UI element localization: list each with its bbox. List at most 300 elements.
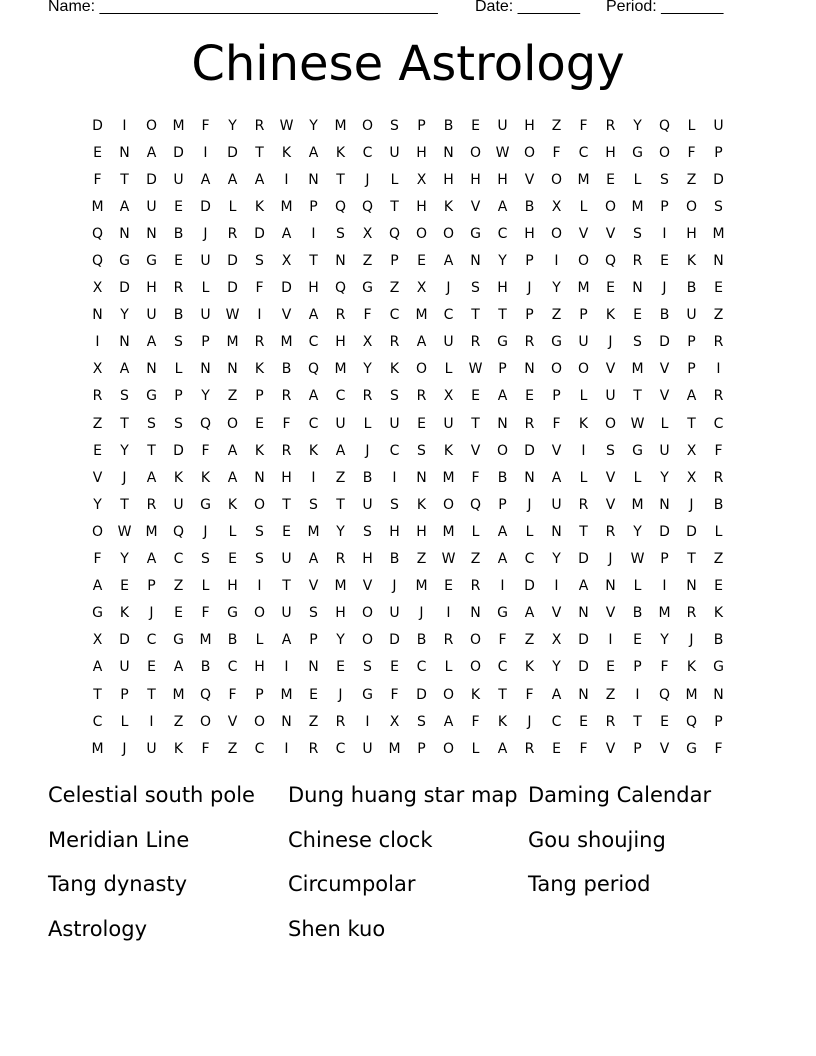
grid-letter[interactable]: U (200, 253, 211, 270)
grid-letter[interactable]: R (713, 334, 724, 351)
grid-letter[interactable]: S (471, 280, 480, 297)
grid-letter[interactable]: Q (361, 198, 374, 215)
grid-letter[interactable]: S (633, 225, 642, 242)
grid-letter[interactable]: A (308, 307, 319, 324)
grid-letter[interactable]: G (497, 605, 508, 622)
grid-letter[interactable]: W (441, 551, 456, 568)
grid-letter[interactable]: F (687, 144, 696, 161)
grid-letter[interactable]: V (551, 605, 562, 622)
grid-letter[interactable]: J (689, 632, 694, 649)
grid-letter[interactable]: N (443, 144, 454, 161)
grid-letter[interactable]: I (635, 686, 640, 703)
grid-letter[interactable]: A (308, 551, 319, 568)
grid-letter[interactable]: R (173, 280, 184, 297)
grid-letter[interactable]: U (713, 117, 724, 134)
grid-letter[interactable]: D (227, 280, 238, 297)
grid-letter[interactable]: T (687, 551, 696, 568)
grid-letter[interactable]: Y (120, 551, 129, 568)
grid-letter[interactable]: L (687, 117, 696, 134)
grid-letter[interactable]: M (577, 171, 590, 188)
grid-letter[interactable]: A (200, 171, 211, 188)
grid-letter[interactable]: K (524, 659, 535, 676)
grid-letter[interactable]: C (497, 659, 508, 676)
grid-letter[interactable]: Y (660, 632, 669, 649)
grid-letter[interactable]: C (551, 713, 562, 730)
grid-letter[interactable]: F (390, 686, 399, 703)
grid-letter[interactable]: V (659, 740, 670, 757)
grid-letter[interactable]: Q (658, 686, 671, 703)
grid-letter[interactable]: R (281, 388, 292, 405)
grid-letter[interactable]: B (524, 198, 535, 215)
grid-letter[interactable]: O (442, 686, 455, 703)
grid-letter[interactable]: Y (336, 632, 345, 649)
grid-letter[interactable]: E (228, 551, 237, 568)
grid-letter[interactable]: N (632, 280, 643, 297)
grid-letter[interactable]: W (630, 551, 645, 568)
grid-letter[interactable]: W (495, 144, 510, 161)
grid-letter[interactable]: N (119, 225, 130, 242)
grid-letter[interactable]: T (471, 415, 480, 432)
grid-letter[interactable]: O (523, 144, 536, 161)
grid-letter[interactable]: J (392, 578, 397, 595)
grid-letter[interactable]: B (389, 551, 400, 568)
grid-letter[interactable]: N (605, 578, 616, 595)
grid-letter[interactable]: L (120, 713, 129, 730)
grid-letter[interactable]: Z (713, 307, 724, 324)
grid-letter[interactable]: M (280, 686, 293, 703)
grid-letter[interactable]: G (173, 632, 184, 649)
grid-letter[interactable]: C (335, 388, 346, 405)
grid-letter[interactable]: F (498, 632, 507, 649)
grid-letter[interactable]: V (605, 740, 616, 757)
grid-letter[interactable]: W (630, 415, 645, 432)
grid-letter[interactable]: C (497, 225, 508, 242)
grid-letter[interactable]: G (92, 605, 103, 622)
grid-letter[interactable]: E (93, 144, 102, 161)
grid-letter[interactable]: A (578, 578, 589, 595)
grid-letter[interactable]: F (471, 469, 480, 486)
grid-letter[interactable]: M (91, 740, 104, 757)
grid-letter[interactable]: C (443, 307, 454, 324)
grid-letter[interactable]: P (201, 334, 210, 351)
grid-letter[interactable]: K (308, 442, 319, 459)
grid-letter[interactable]: A (146, 551, 157, 568)
grid-letter[interactable]: M (631, 361, 644, 378)
grid-letter[interactable]: X (443, 388, 454, 405)
grid-letter[interactable]: Z (524, 632, 535, 649)
grid-letter[interactable]: P (498, 496, 507, 513)
grid-letter[interactable]: C (308, 334, 319, 351)
grid-letter[interactable]: X (92, 361, 103, 378)
grid-letter[interactable]: I (365, 713, 370, 730)
grid-letter[interactable]: X (686, 442, 697, 459)
grid-letter[interactable]: X (362, 225, 373, 242)
grid-letter[interactable]: Y (633, 117, 642, 134)
grid-letter[interactable]: J (608, 551, 613, 568)
grid-letter[interactable]: N (308, 171, 319, 188)
grid-letter[interactable]: S (363, 523, 372, 540)
grid-letter[interactable]: X (92, 632, 103, 649)
name-field[interactable]: Name: ______________________________________ (48, 0, 438, 15)
grid-letter[interactable]: N (308, 659, 319, 676)
grid-letter[interactable]: N (524, 469, 535, 486)
grid-letter[interactable]: O (550, 225, 563, 242)
grid-letter[interactable]: T (498, 307, 507, 324)
grid-letter[interactable]: Y (552, 280, 561, 297)
grid-letter[interactable]: H (416, 523, 427, 540)
grid-letter[interactable]: J (338, 686, 343, 703)
grid-letter[interactable]: I (284, 740, 289, 757)
grid-letter[interactable]: F (714, 740, 723, 757)
grid-letter[interactable]: B (713, 496, 724, 513)
grid-letter[interactable]: M (334, 117, 347, 134)
grid-letter[interactable]: Z (551, 117, 562, 134)
grid-letter[interactable]: S (390, 388, 399, 405)
grid-letter[interactable]: A (92, 659, 103, 676)
grid-letter[interactable]: U (551, 496, 562, 513)
grid-letter[interactable]: J (365, 442, 370, 459)
grid-letter[interactable]: E (174, 198, 183, 215)
grid-letter[interactable]: M (415, 307, 428, 324)
grid-letter[interactable]: D (524, 578, 535, 595)
grid-letter[interactable]: O (253, 496, 266, 513)
grid-letter[interactable]: U (686, 307, 697, 324)
grid-letter[interactable]: D (281, 280, 292, 297)
grid-letter[interactable]: A (227, 171, 238, 188)
grid-letter[interactable]: P (714, 713, 723, 730)
grid-letter[interactable]: H (227, 578, 238, 595)
grid-letter[interactable]: A (119, 198, 130, 215)
grid-letter[interactable]: E (714, 578, 723, 595)
grid-letter[interactable]: H (416, 144, 427, 161)
grid-letter[interactable]: A (308, 144, 319, 161)
grid-letter[interactable]: O (253, 605, 266, 622)
grid-letter[interactable]: Q (604, 253, 617, 270)
grid-letter[interactable]: C (335, 740, 346, 757)
grid-letter[interactable]: P (525, 307, 534, 324)
grid-letter[interactable]: Q (658, 117, 671, 134)
grid-letter[interactable]: F (363, 307, 372, 324)
grid-letter[interactable]: Z (686, 171, 697, 188)
grid-letter[interactable]: F (93, 171, 102, 188)
grid-letter[interactable]: X (416, 280, 427, 297)
grid-letter[interactable]: P (417, 740, 426, 757)
grid-letter[interactable]: Z (362, 253, 373, 270)
grid-letter[interactable]: O (469, 144, 482, 161)
grid-letter[interactable]: J (365, 171, 370, 188)
grid-letter[interactable]: P (633, 740, 642, 757)
grid-letter[interactable]: I (311, 469, 316, 486)
grid-letter[interactable]: E (174, 605, 183, 622)
grid-letter[interactable]: F (525, 686, 534, 703)
grid-letter[interactable]: G (146, 388, 157, 405)
grid-letter[interactable]: K (605, 307, 616, 324)
grid-letter[interactable]: A (524, 605, 535, 622)
grid-letter[interactable]: Y (498, 253, 507, 270)
grid-letter[interactable]: O (226, 415, 239, 432)
grid-letter[interactable]: P (687, 361, 696, 378)
grid-letter[interactable]: E (579, 713, 588, 730)
grid-letter[interactable]: Q (91, 225, 104, 242)
grid-letter[interactable]: H (686, 225, 697, 242)
grid-letter[interactable]: N (713, 686, 724, 703)
grid-letter[interactable]: Q (172, 523, 185, 540)
grid-letter[interactable]: U (281, 551, 292, 568)
grid-letter[interactable]: Y (228, 117, 237, 134)
grid-letter[interactable]: S (309, 605, 318, 622)
grid-letter[interactable]: A (281, 225, 292, 242)
grid-letter[interactable]: J (527, 496, 532, 513)
grid-letter[interactable]: N (146, 361, 157, 378)
grid-letter[interactable]: T (336, 496, 345, 513)
grid-letter[interactable]: O (496, 442, 509, 459)
grid-letter[interactable]: E (417, 415, 426, 432)
grid-letter[interactable]: L (363, 415, 372, 432)
grid-letter[interactable]: M (631, 496, 644, 513)
grid-letter[interactable]: C (713, 415, 724, 432)
grid-letter[interactable]: G (632, 442, 643, 459)
grid-letter[interactable]: N (335, 253, 346, 270)
grid-letter[interactable]: H (470, 171, 481, 188)
grid-letter[interactable]: J (419, 605, 424, 622)
grid-letter[interactable]: C (308, 415, 319, 432)
grid-letter[interactable]: E (633, 632, 642, 649)
grid-letter[interactable]: T (471, 307, 480, 324)
grid-letter[interactable]: U (200, 307, 211, 324)
grid-letter[interactable]: O (577, 253, 590, 270)
grid-letter[interactable]: A (119, 361, 130, 378)
grid-letter[interactable]: V (605, 225, 616, 242)
grid-letter[interactable]: A (416, 334, 427, 351)
grid-letter[interactable]: P (498, 361, 507, 378)
grid-letter[interactable]: I (554, 253, 559, 270)
grid-letter[interactable]: J (527, 713, 532, 730)
grid-letter[interactable]: K (686, 659, 697, 676)
grid-letter[interactable]: H (497, 280, 508, 297)
grid-letter[interactable]: Y (552, 659, 561, 676)
grid-letter[interactable]: K (173, 469, 184, 486)
grid-letter[interactable]: P (309, 198, 318, 215)
grid-letter[interactable]: O (577, 361, 590, 378)
grid-letter[interactable]: D (578, 659, 589, 676)
grid-letter[interactable]: H (335, 334, 346, 351)
grid-letter[interactable]: E (552, 740, 561, 757)
grid-letter[interactable]: L (633, 469, 642, 486)
grid-letter[interactable]: T (390, 198, 399, 215)
grid-letter[interactable]: K (443, 198, 454, 215)
grid-letter[interactable]: R (470, 578, 481, 595)
grid-letter[interactable]: P (525, 253, 534, 270)
grid-letter[interactable]: K (713, 605, 724, 622)
grid-letter[interactable]: H (605, 144, 616, 161)
grid-letter[interactable]: S (390, 117, 399, 134)
grid-letter[interactable]: R (254, 334, 265, 351)
grid-letter[interactable]: I (203, 144, 208, 161)
grid-letter[interactable]: D (119, 632, 130, 649)
grid-letter[interactable]: R (416, 388, 427, 405)
grid-letter[interactable]: N (470, 253, 481, 270)
grid-letter[interactable]: R (470, 334, 481, 351)
grid-letter[interactable]: D (146, 171, 157, 188)
grid-letter[interactable]: G (551, 334, 562, 351)
grid-letter[interactable]: M (442, 469, 455, 486)
grid-letter[interactable]: S (336, 225, 345, 242)
grid-letter[interactable]: A (497, 740, 508, 757)
grid-letter[interactable]: C (254, 740, 265, 757)
grid-letter[interactable]: G (470, 225, 481, 242)
grid-letter[interactable]: T (120, 496, 129, 513)
grid-letter[interactable]: F (579, 740, 588, 757)
grid-letter[interactable]: M (712, 225, 725, 242)
grid-letter[interactable]: V (470, 442, 481, 459)
grid-letter[interactable]: N (119, 144, 130, 161)
grid-letter[interactable]: I (392, 469, 397, 486)
grid-letter[interactable]: Q (334, 280, 347, 297)
grid-letter[interactable]: T (147, 442, 156, 459)
grid-letter[interactable]: S (174, 334, 183, 351)
grid-letter[interactable]: U (578, 334, 589, 351)
grid-letter[interactable]: O (550, 361, 563, 378)
grid-letter[interactable]: B (281, 361, 292, 378)
grid-letter[interactable]: O (361, 117, 374, 134)
grid-letter[interactable]: I (122, 117, 127, 134)
grid-letter[interactable]: R (254, 117, 265, 134)
grid-letter[interactable]: K (335, 144, 346, 161)
grid-letter[interactable]: D (227, 253, 238, 270)
grid-letter[interactable]: M (307, 523, 320, 540)
grid-letter[interactable]: K (254, 361, 265, 378)
grid-letter[interactable]: F (201, 740, 210, 757)
grid-letter[interactable]: U (119, 659, 130, 676)
grid-letter[interactable]: A (551, 686, 562, 703)
grid-letter[interactable]: T (282, 578, 291, 595)
grid-letter[interactable]: M (199, 632, 212, 649)
grid-letter[interactable]: S (390, 496, 399, 513)
grid-letter[interactable]: E (336, 659, 345, 676)
grid-letter[interactable]: V (659, 361, 670, 378)
grid-letter[interactable]: A (173, 659, 184, 676)
grid-letter[interactable]: T (120, 171, 129, 188)
grid-letter[interactable]: N (254, 469, 265, 486)
grid-letter[interactable]: A (146, 469, 157, 486)
grid-letter[interactable]: E (147, 659, 156, 676)
grid-letter[interactable]: K (281, 144, 292, 161)
grid-letter[interactable]: T (282, 496, 291, 513)
grid-letter[interactable]: R (524, 334, 535, 351)
grid-letter[interactable]: O (658, 144, 671, 161)
grid-letter[interactable]: O (361, 605, 374, 622)
grid-letter[interactable]: X (389, 713, 400, 730)
grid-letter[interactable]: E (444, 578, 453, 595)
grid-letter[interactable]: T (579, 523, 588, 540)
grid-letter[interactable]: A (146, 334, 157, 351)
grid-letter[interactable]: R (335, 713, 346, 730)
grid-letter[interactable]: U (443, 334, 454, 351)
grid-letter[interactable]: F (93, 551, 102, 568)
grid-letter[interactable]: Y (93, 496, 102, 513)
grid-letter[interactable]: P (309, 632, 318, 649)
grid-letter[interactable]: B (632, 605, 643, 622)
grid-letter[interactable]: E (633, 307, 642, 324)
grid-letter[interactable]: W (468, 361, 483, 378)
grid-letter[interactable]: N (416, 469, 427, 486)
grid-letter[interactable]: J (203, 523, 208, 540)
grid-letter[interactable]: L (633, 578, 642, 595)
grid-letter[interactable]: R (632, 253, 643, 270)
grid-letter[interactable]: M (334, 361, 347, 378)
grid-letter[interactable]: T (687, 415, 696, 432)
grid-letter[interactable]: R (443, 632, 454, 649)
grid-letter[interactable]: V (551, 442, 562, 459)
grid-letter[interactable]: Z (92, 415, 103, 432)
period-field[interactable]: Period: _______ (606, 0, 724, 15)
grid-letter[interactable]: A (335, 442, 346, 459)
grid-letter[interactable]: S (147, 415, 156, 432)
grid-letter[interactable]: S (255, 523, 264, 540)
grid-letter[interactable]: E (660, 253, 669, 270)
grid-letter[interactable]: E (93, 442, 102, 459)
grid-letter[interactable]: N (119, 334, 130, 351)
grid-letter[interactable]: P (687, 334, 696, 351)
grid-letter[interactable]: A (443, 253, 454, 270)
grid-letter[interactable]: H (443, 171, 454, 188)
grid-letter[interactable]: D (686, 523, 697, 540)
grid-letter[interactable]: I (554, 578, 559, 595)
grid-letter[interactable]: G (497, 334, 508, 351)
grid-letter[interactable]: B (227, 632, 238, 649)
grid-letter[interactable]: N (551, 523, 562, 540)
grid-letter[interactable]: L (579, 198, 588, 215)
grid-letter[interactable]: F (714, 442, 723, 459)
grid-letter[interactable]: F (471, 713, 480, 730)
grid-letter[interactable]: D (578, 632, 589, 649)
grid-letter[interactable]: J (689, 496, 694, 513)
grid-letter[interactable]: U (389, 605, 400, 622)
grid-letter[interactable]: Z (308, 713, 319, 730)
grid-letter[interactable]: C (173, 551, 184, 568)
grid-letter[interactable]: B (200, 659, 211, 676)
grid-letter[interactable]: S (309, 496, 318, 513)
grid-letter[interactable]: X (416, 171, 427, 188)
grid-letter[interactable]: O (469, 659, 482, 676)
grid-letter[interactable]: G (686, 740, 697, 757)
grid-letter[interactable]: E (309, 686, 318, 703)
grid-letter[interactable]: R (713, 388, 724, 405)
grid-letter[interactable]: J (608, 334, 613, 351)
grid-letter[interactable]: I (608, 632, 613, 649)
grid-letter[interactable]: M (145, 523, 158, 540)
grid-letter[interactable]: I (446, 605, 451, 622)
grid-letter[interactable]: D (659, 523, 670, 540)
grid-letter[interactable]: O (199, 713, 212, 730)
grid-letter[interactable]: L (228, 523, 237, 540)
grid-letter[interactable]: E (606, 171, 615, 188)
grid-letter[interactable]: R (605, 117, 616, 134)
grid-letter[interactable]: Q (685, 713, 698, 730)
grid-letter[interactable]: P (552, 388, 561, 405)
grid-letter[interactable]: I (500, 578, 505, 595)
grid-letter[interactable]: Z (173, 713, 184, 730)
grid-letter[interactable]: Z (713, 551, 724, 568)
grid-letter[interactable]: T (147, 686, 156, 703)
grid-letter[interactable]: U (605, 388, 616, 405)
grid-letter[interactable]: N (281, 713, 292, 730)
grid-letter[interactable]: B (416, 632, 427, 649)
grid-letter[interactable]: H (308, 280, 319, 297)
grid-letter[interactable]: N (659, 496, 670, 513)
grid-letter[interactable]: C (524, 551, 535, 568)
grid-letter[interactable]: W (117, 523, 132, 540)
